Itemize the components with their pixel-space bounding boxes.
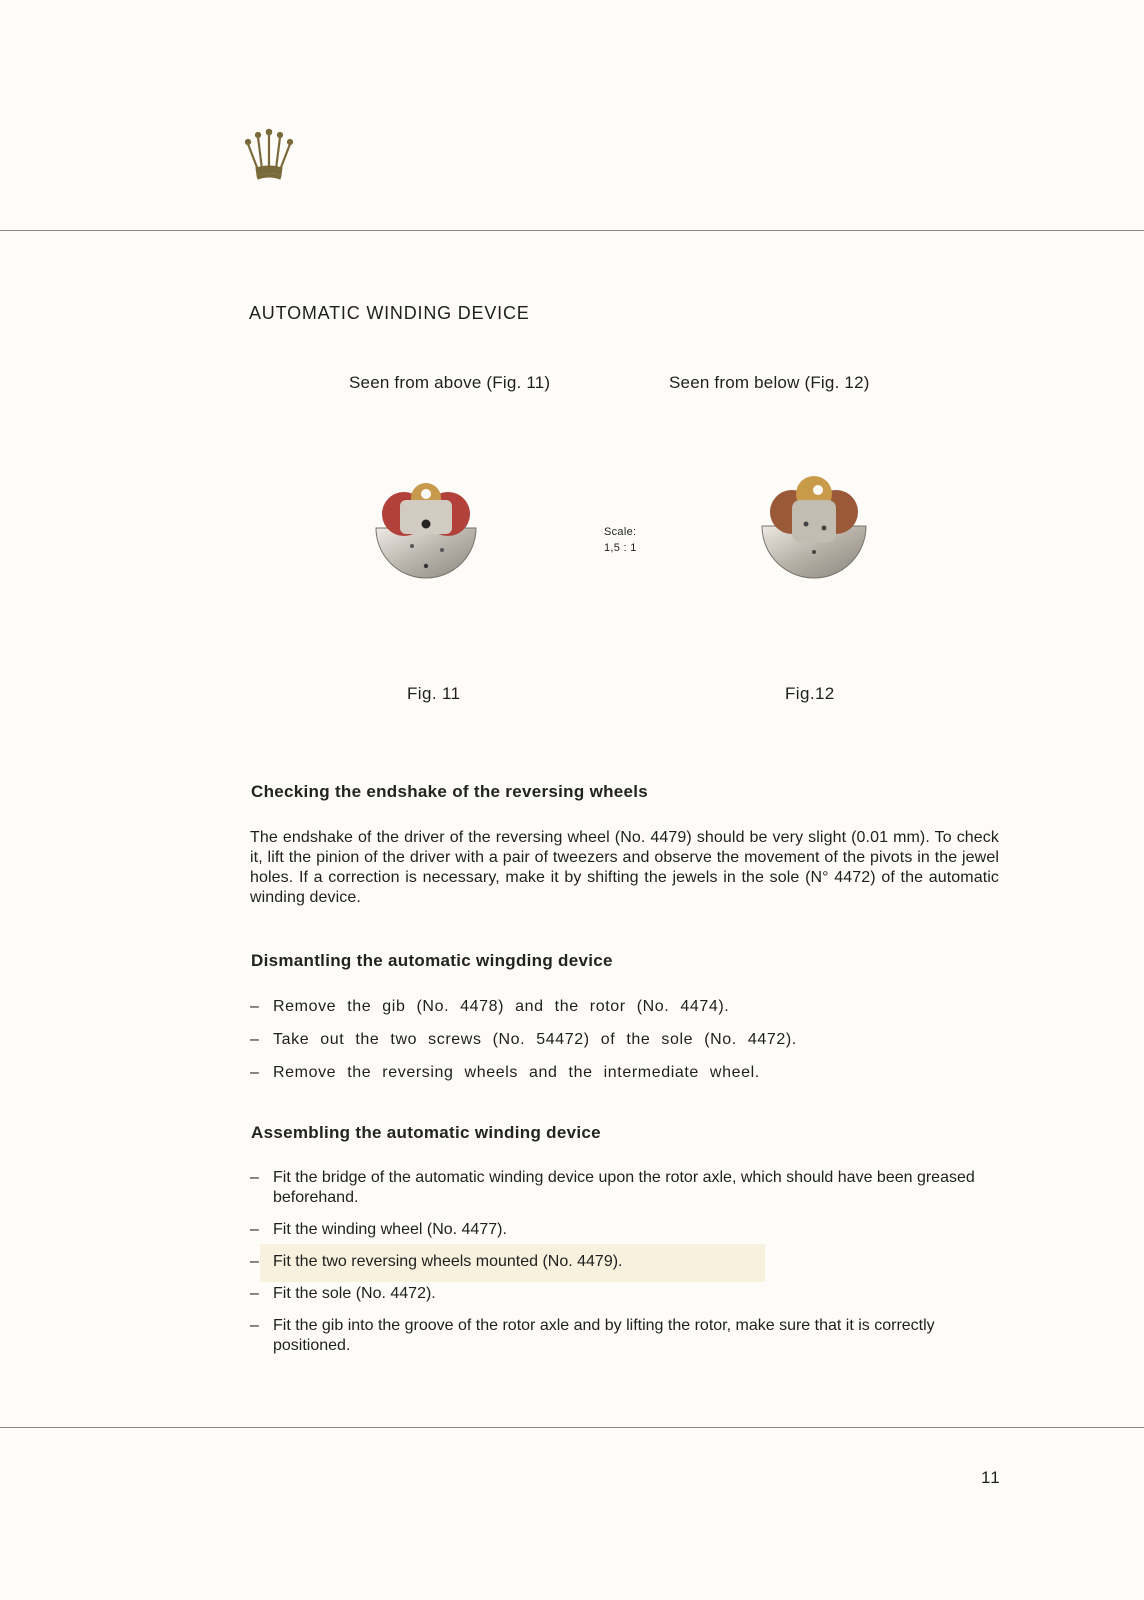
caption-seen-from-above: Seen from above (Fig. 11): [349, 373, 551, 392]
section-title-dismantling: Dismantling the automatic wingding device: [251, 951, 613, 970]
crown-logo: [244, 128, 294, 184]
scale-value: 1,5 : 1: [604, 542, 637, 554]
top-rule: [0, 230, 1144, 231]
page-title: AUTOMATIC WINDING DEVICE: [249, 303, 530, 323]
scale-label: Scale:: [604, 526, 637, 538]
list-item: – Fit the bridge of the automatic winding device upon the rotor axle, which should have been greased beforehand.: [250, 1168, 1000, 1208]
scale-note: [604, 524, 637, 556]
list-item: – Fit the two reversing wheels mounted (No. 4479).: [250, 1252, 1000, 1272]
list-item: – Remove the reversing wheels and the intermediate wheel.: [250, 1063, 1000, 1083]
dismantling-list: [250, 997, 1000, 1083]
caption-seen-from-below: Seen from below (Fig. 12): [669, 373, 870, 392]
list-item: – Fit the winding wheel (No. 4477).: [250, 1220, 1000, 1240]
figure-11-label: Fig. 11: [407, 684, 461, 703]
figure-11-image: [364, 474, 488, 598]
figure-12-image: [752, 468, 876, 592]
page-number: 11: [981, 1468, 1001, 1487]
list-item: – Fit the sole (No. 4472).: [250, 1284, 1000, 1304]
list-item: – Take out the two screws (No. 54472) of the sole (No. 4472).: [250, 1030, 1000, 1050]
list-item: – Fit the gib into the groove of the rotor axle and by lifting the rotor, make sure that it is correctly positioned.: [250, 1316, 1000, 1356]
list-item: – Remove the gib (No. 4478) and the rotor (No. 4474).: [250, 997, 1000, 1017]
bottom-rule: [0, 1427, 1144, 1428]
section-title-checking: Checking the endshake of the reversing wheels: [251, 782, 649, 801]
section-title-assembling: Assembling the automatic winding device: [251, 1123, 601, 1142]
paragraph-checking: The endshake of the driver of the reversing wheel (No. 4479) should be very slight (0.01 mm). To check it, lift the pinion of the driver with a pair of tweezers and observe the movement of the pivots in the jewel holes. If a correction is necessary, make it by shifting the jewels in the sole (N° 4472) of the automatic winding device.: [250, 829, 999, 906]
assembling-list: [250, 1168, 1000, 1356]
figure-12-label: Fig.12: [785, 684, 835, 703]
